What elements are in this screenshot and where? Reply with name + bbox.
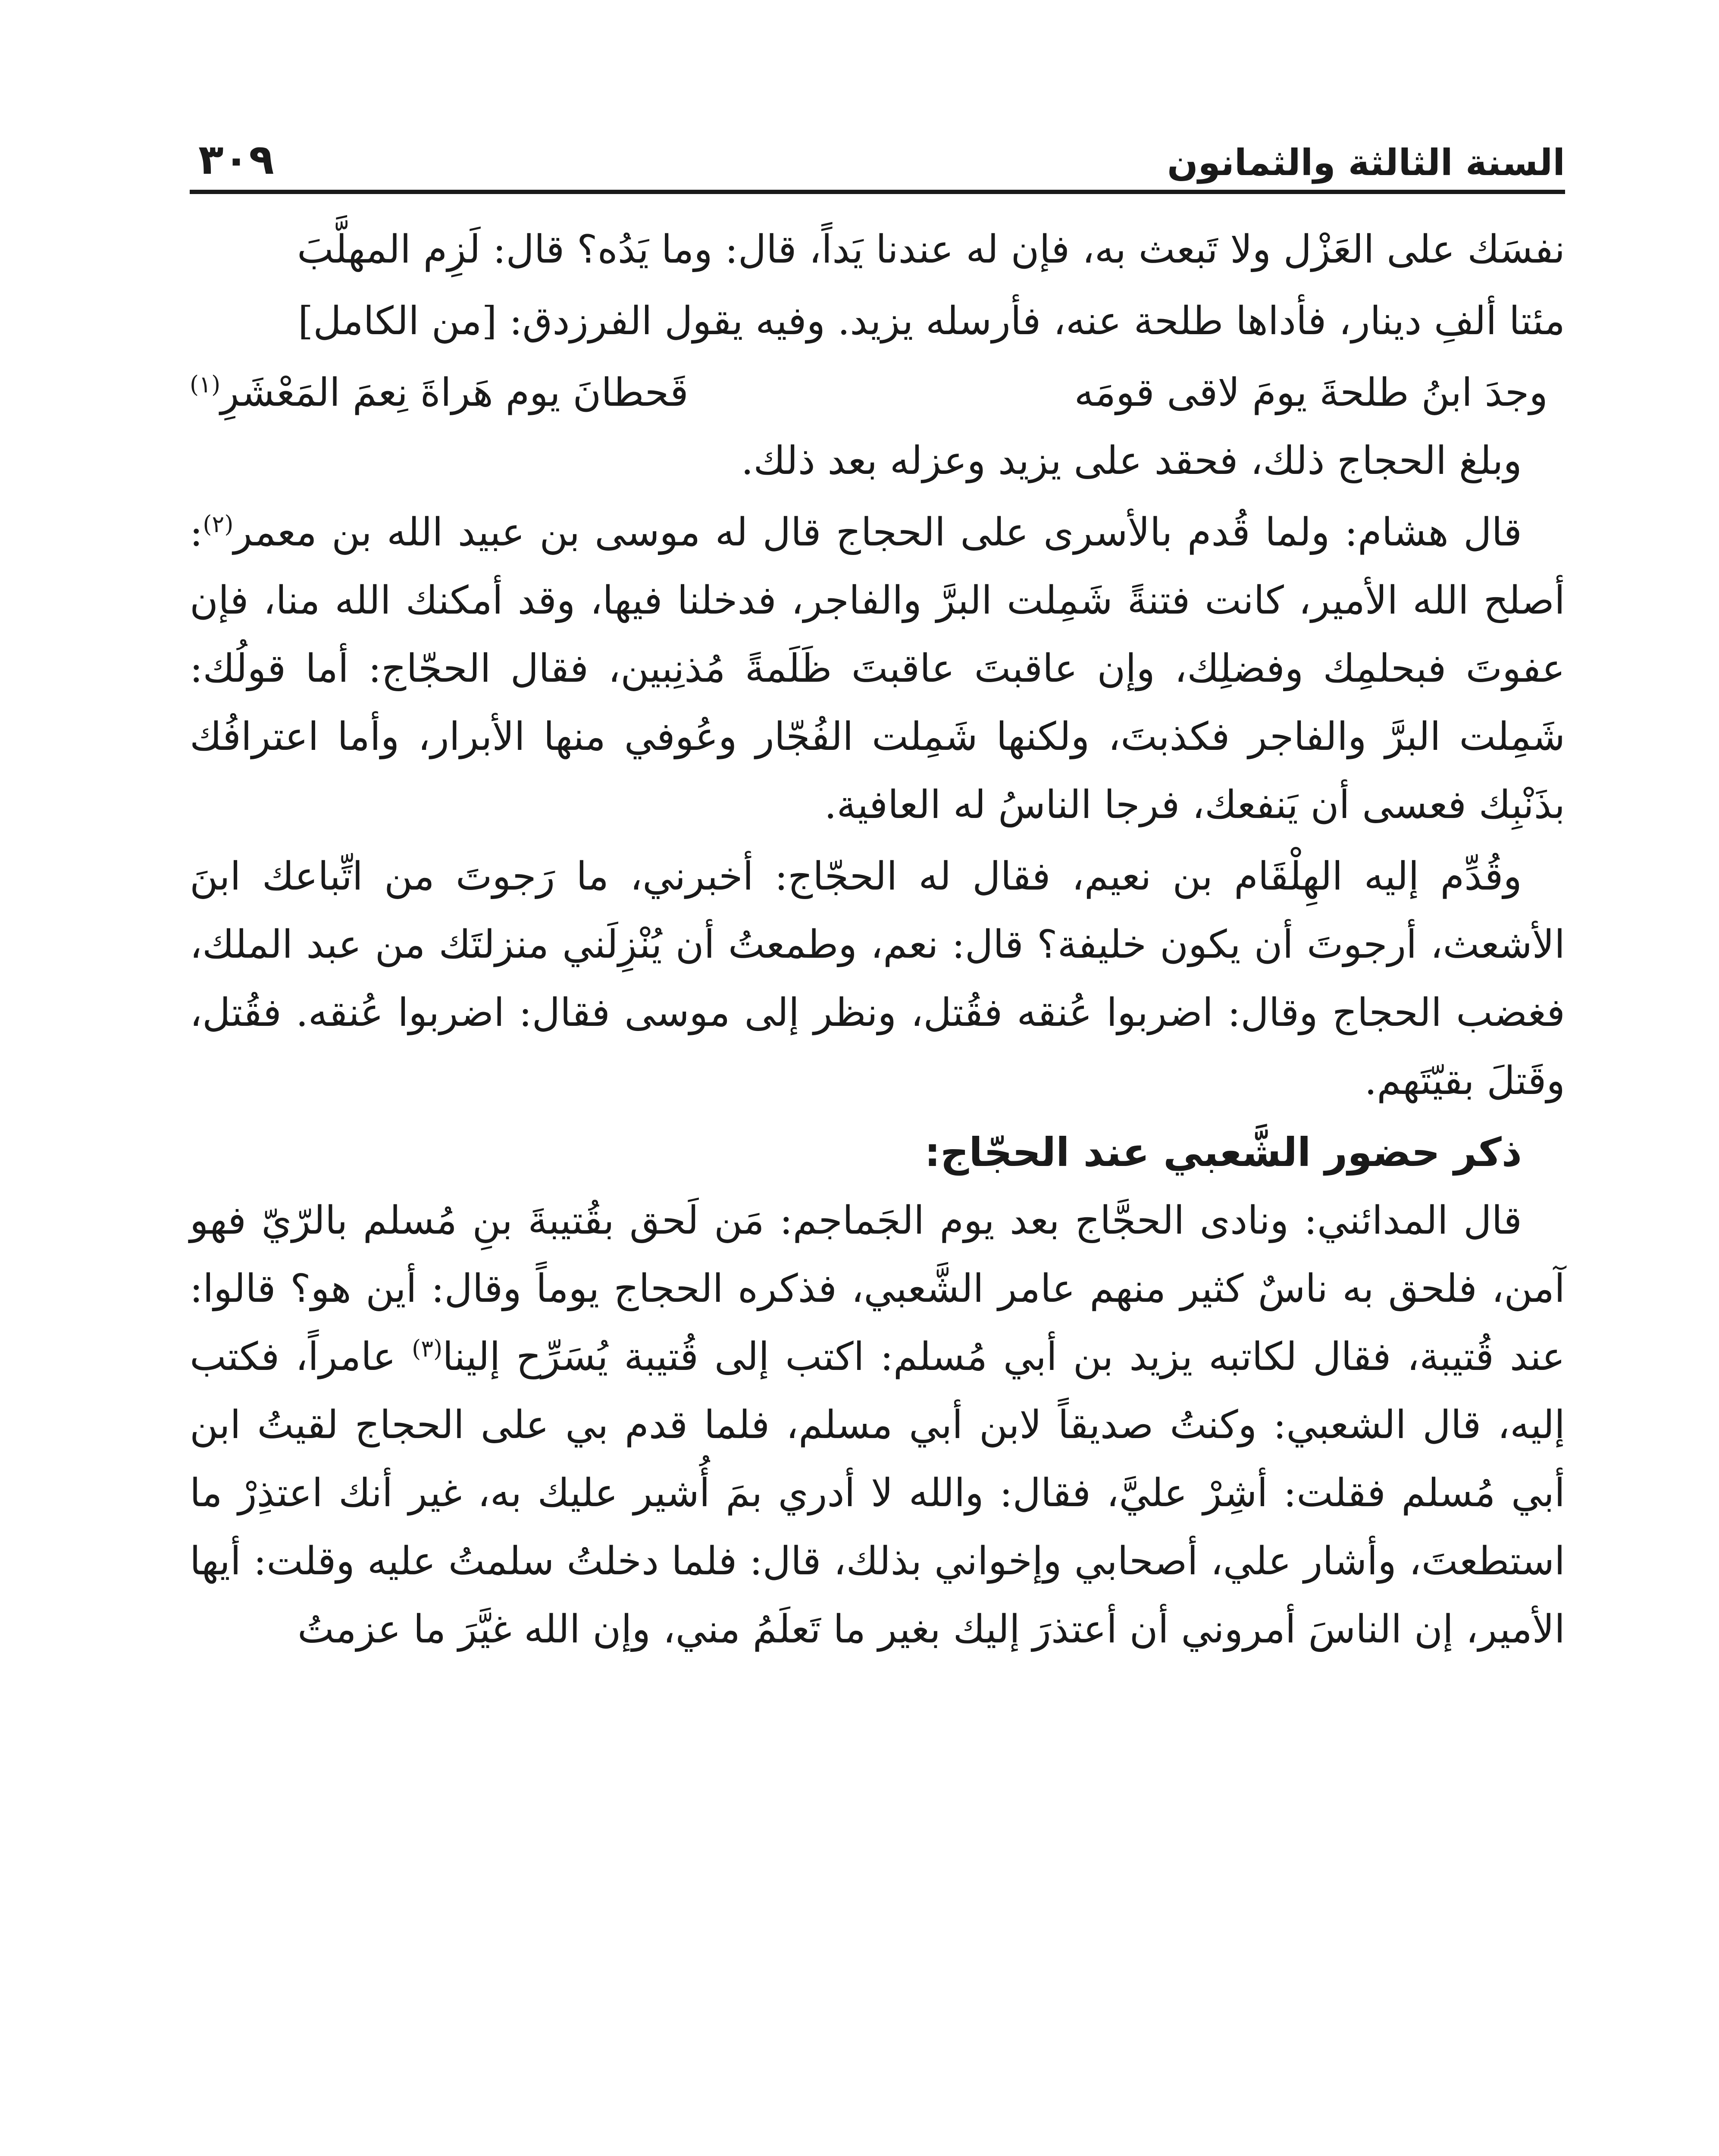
verse-first-hemistich: وجدَ ابنُ طلحةَ يومَ لاقى قومَه — [1074, 370, 1548, 415]
book-page — [190, 112, 1565, 2156]
paragraph-4: وقُدِّم إليه الهِلْقَام بن نعيم، فقال له الحجّاج: أخبرني، ما رَجوتَ من اتِّباعك ابنَ الأشعث، أرجوتَ أن يكون خليفة؟ قال: نعم، وطمعتُ أن يُنْزِلَني منزلتَك من عبد الملك، فغضب الحجاج وقال: اضربوا عُنقه فقُتل، ونظر إلى موسى فقال: اضربوا عُنقه. فقُتل، وقَتلَ بقيّتَهم. — [190, 854, 1565, 1103]
verse-second-hemistich — [190, 359, 689, 427]
paragraph-3 — [190, 498, 1565, 839]
paragraph-5-text-b: عامراً، فكتب إليه، قال الشعبي: وكنتُ صديقاً لابن أبي مسلم، فلما قدم بي على الحجاج لقيتُ ابن أبي مُسلم فقلت: أشِرْ عليَّ، فقال: والله لا أدري بمَ أُشير عليك به، غير أنك اعتذِرْ ما استطعتَ، وأشار علي، أصحابي وإخواني بذلك، قال: فلما دخلتُ سلمتُ عليه وقلت: أيها الأمير، إن الناسَ أمروني أن أعتذرَ إليك بغير ما تَعلَمُ مني، وإن الله غيَّرَ ما عزمتُ — [190, 1334, 1565, 1652]
verse-second-text: قَحطانَ يوم هَراةَ نِعمَ المَعْشَرِ — [220, 370, 689, 415]
paragraph-2: وبلغ الحجاج ذلك، فحقد على يزيد وعزله بعد ذلك. — [741, 438, 1522, 483]
paragraph-1-line-2: مئتا ألفِ دينار، فأداها طلحة عنه، فأرسله يزيد. وفيه يقول الفرزدق: [من الكامل] — [298, 298, 1565, 344]
paragraph-5 — [190, 1187, 1565, 1664]
main-text — [190, 216, 1565, 1664]
footnote-ref-1[interactable]: (١) — [190, 371, 221, 398]
running-title: السنة الثالثة والثمانون — [1167, 141, 1565, 184]
paragraph-1-line-1: نفسَك على العَزْل ولا تَبعث به، فإن له عندنا يَداً، قال: وما يَدُه؟ قال: لَزِم المهلَّبَ — [297, 227, 1565, 272]
paragraph-3-text-a: قال هشام: ولما قُدم بالأسرى على الحجاج قال له موسى بن عبيد الله بن معمر — [233, 510, 1522, 555]
page-header — [190, 112, 1565, 194]
paragraph-3-text-b: : أصلح الله الأمير، كانت فتنةً شَمِلت البرَّ والفاجر، فدخلنا فيها، وقد أمكنك الله منا، فإن عفوتَ فبحلمِك وفضلِك، وإن عاقبتَ عاقبتَ ظَلَمةً مُذنِبين، فقال الحجّاج: أما قولُك: شَمِلت البرَّ والفاجر فكذبتَ، ولكنها شَمِلت الفُجّار وعُوفي منها الأبرار، وأما اعترافُك بذَنْبِك فعسى أن يَنفعك، فرجا الناسُ له العافية. — [190, 510, 1565, 827]
paragraph-5-text-a: قال المدائني: ونادى الحجَّاج بعد يوم الجَماجم: مَن لَحق بقُتيبةَ بنِ مُسلم بالرّيّ فهو آمن، فلحق به ناسٌ كثير منهم عامر الشَّعبي، فذكره الحجاج يوماً وقال: أين هو؟ قالوا: عند قُتيبة، فقال لكاتبه يزيد بن أبي مُسلم: اكتب إلى قُتيبة يُسَرِّح إلينا — [190, 1198, 1566, 1379]
footnote-ref-2[interactable]: (٢) — [203, 511, 234, 538]
page-number: ٣٠٩ — [198, 135, 274, 184]
poetry-verse — [190, 359, 1565, 427]
section-heading: ذكر حضور الشَّعبي عند الحجّاج: — [924, 1129, 1522, 1175]
footnote-ref-3[interactable]: (٣) — [412, 1335, 443, 1362]
